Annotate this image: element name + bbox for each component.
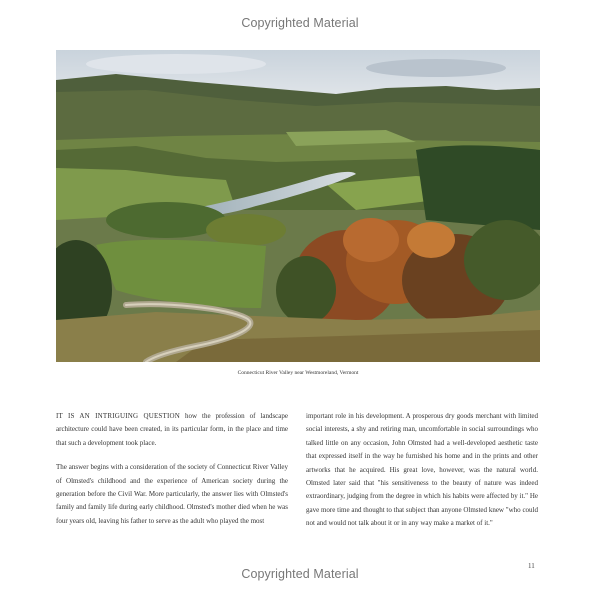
copyright-watermark-bottom: Copyrighted Material	[241, 567, 359, 581]
photo-caption: Connecticut River Valley near Westmoreland, Vermont	[237, 370, 359, 376]
paragraph	[56, 410, 288, 450]
paragraph: important role in his development. A prosperous dry goods merchant with limited social interests, a shy and retiring man, uncomfortable in social surroundings who talked little on any occasion, John Olmsted had a well-developed aesthetic taste that expressed itself in the way he furnished his home and in the prints and other artworks that he acquired. His great love, however, was the natural world. Olmsted later said that "his sensitiveness to the beauty of nature was indeed extraordinary, judging from the degree in which his habits were affected by it." He gave more time and thought to that subject than anyone Olmsted knew "who could not and would not talk about it or in any way make a market of it."	[306, 412, 538, 528]
lead-in-text: IT IS AN INTRIGUING QUESTION	[56, 412, 181, 420]
text-column-right	[306, 410, 538, 542]
copyright-watermark-top: Copyrighted Material	[241, 16, 359, 30]
river-valley-photo	[56, 50, 540, 362]
text-column-left	[56, 410, 288, 539]
paragraph: The answer begins with a consideration of the society of Connecticut River Valley of Olmsted's childhood and the experience of American society during the generation before the Civil War. More particularly, the answer lies with Olmsted's family and family life during early childhood. Olmsted's mother died when he was four years old, leaving his father to serve as the adult who played the most	[56, 463, 288, 525]
page-number: 11	[528, 562, 535, 570]
photo-illustration	[56, 50, 540, 362]
paragraph-text: how the profession of landscape architecture could have been created, in its particular form, in the place and time that such a development took place.	[56, 412, 288, 447]
